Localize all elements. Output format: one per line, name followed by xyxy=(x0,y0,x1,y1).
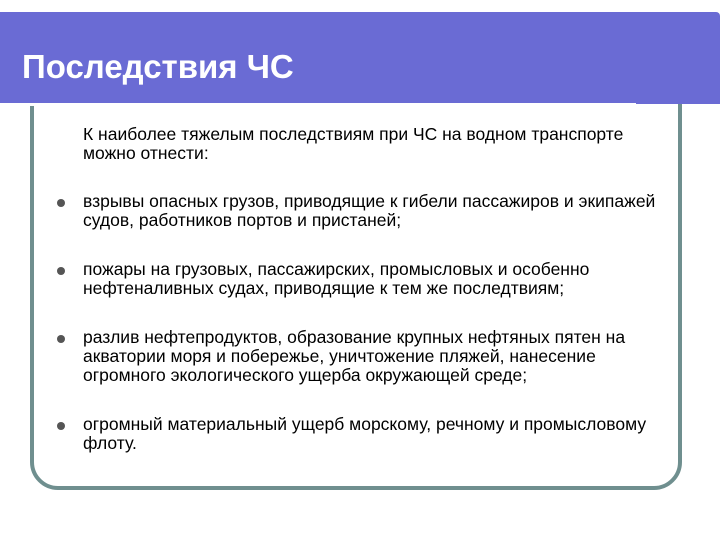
bullet-text: взрывы опасных грузов, приводящие к гибели пассажиров и экипажей судов, работников портов и пристаней; xyxy=(83,191,656,230)
bullet-dot-icon xyxy=(57,422,65,430)
title-underline xyxy=(0,103,636,106)
slide-title: Последствия ЧС xyxy=(22,48,294,85)
bullet-dot-icon xyxy=(57,335,65,343)
bullet-dot-icon xyxy=(57,267,65,275)
bullet-item xyxy=(46,192,666,230)
title-bar xyxy=(0,12,720,104)
bullet-text: огромный материальный ущерб морскому, речному и промысловому флоту. xyxy=(83,414,647,453)
bullet-text: разлив нефтепродуктов, образование крупных нефтяных пятен на акватории моря и побережье, уничтожение пляжей, нанесение огромного экологического ущерба окружающей среде; xyxy=(83,327,626,385)
bullet-text: пожары на грузовых, пассажирских, промысловых и особенно нефтеналивных судах, приводящие к тем же последтвиям; xyxy=(83,259,590,298)
slide-body xyxy=(46,125,666,483)
bullet-dot-icon xyxy=(57,199,65,207)
bullet-item xyxy=(46,328,666,385)
bullet-item xyxy=(46,260,666,298)
bullet-item xyxy=(46,415,666,453)
intro-text: К наиболее тяжелым последствиям при ЧС на водном транспорте можно отнести: xyxy=(83,124,624,163)
